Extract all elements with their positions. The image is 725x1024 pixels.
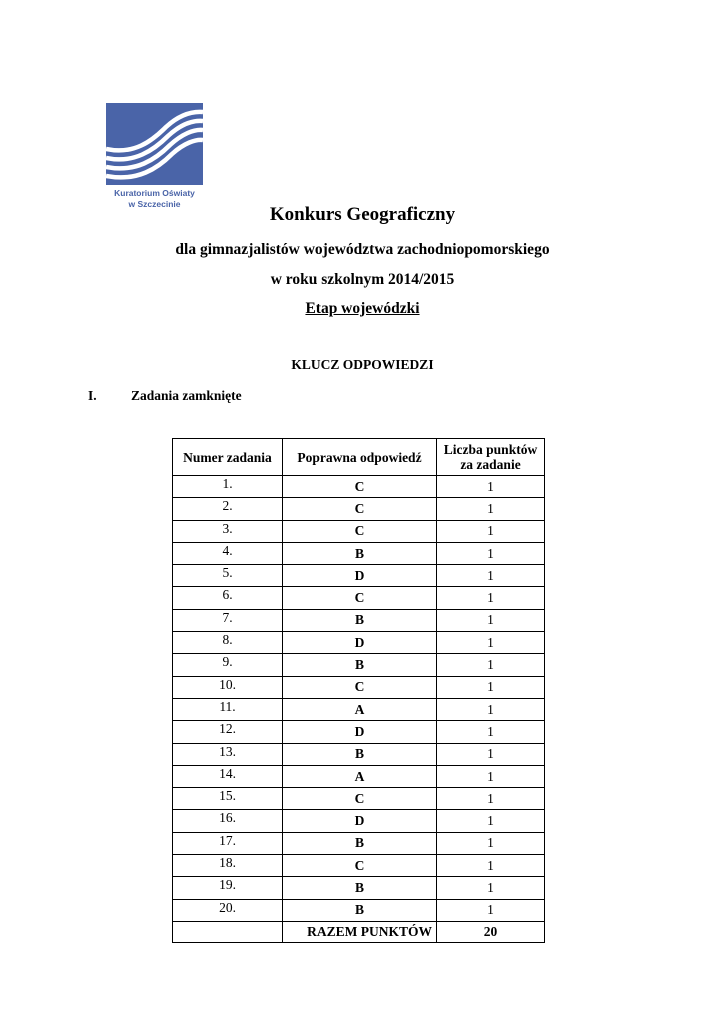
task-number-cell: 8. <box>173 632 283 654</box>
answer-cell: B <box>283 654 437 676</box>
points-cell: 1 <box>437 498 545 520</box>
answer-cell: C <box>283 498 437 520</box>
answer-cell: D <box>283 565 437 587</box>
document-title: Konkurs Geograficzny <box>269 204 456 225</box>
table-row <box>173 476 545 498</box>
table-row <box>173 765 545 787</box>
points-cell: 1 <box>437 476 545 498</box>
task-number-cell: 12. <box>173 721 283 743</box>
task-number-cell: 6. <box>173 587 283 609</box>
points-cell: 1 <box>437 810 545 832</box>
answer-cell: C <box>283 855 437 877</box>
total-row <box>173 921 545 942</box>
table-row <box>173 632 545 654</box>
task-number-cell: 2. <box>173 498 283 520</box>
answer-cell: D <box>283 721 437 743</box>
points-cell: 1 <box>437 743 545 765</box>
section-number: I. <box>88 388 97 403</box>
task-number-cell: 20. <box>173 899 283 921</box>
points-cell: 1 <box>437 520 545 542</box>
task-number-cell: 4. <box>173 542 283 564</box>
header-correct-answer: Poprawna odpowiedź <box>283 439 437 476</box>
task-number-cell: 18. <box>173 855 283 877</box>
task-number-cell: 10. <box>173 676 283 698</box>
table-row <box>173 899 545 921</box>
header-task-number: Numer zadania <box>173 439 283 476</box>
table-row <box>173 877 545 899</box>
waves-logo-icon <box>106 103 203 185</box>
table-row <box>173 832 545 854</box>
table-row <box>173 721 545 743</box>
section-title: Zadania zamknięte <box>131 388 242 403</box>
answer-cell: D <box>283 810 437 832</box>
points-cell: 1 <box>437 565 545 587</box>
table-row <box>173 676 545 698</box>
table-row <box>173 498 545 520</box>
logo-line-1: Kuratorium Oświaty <box>114 188 195 198</box>
header-points: Liczba punktów za zadanie <box>437 439 545 476</box>
points-cell: 1 <box>437 698 545 720</box>
points-cell: 1 <box>437 542 545 564</box>
points-cell: 1 <box>437 676 545 698</box>
task-number-cell: 13. <box>173 743 283 765</box>
answer-cell: B <box>283 743 437 765</box>
task-number-cell: 15. <box>173 788 283 810</box>
task-number-cell: 16. <box>173 810 283 832</box>
points-cell: 1 <box>437 721 545 743</box>
logo-line-2: w Szczecinie <box>128 199 181 209</box>
task-number-cell: 14. <box>173 765 283 787</box>
document-subtitle: dla gimnazjalistów województwa zachodniopomorskiego <box>175 241 550 258</box>
points-cell: 1 <box>437 855 545 877</box>
points-cell: 1 <box>437 788 545 810</box>
answer-cell: C <box>283 520 437 542</box>
table-row <box>173 609 545 631</box>
answer-key-table <box>172 438 545 943</box>
total-empty-cell <box>173 921 283 942</box>
table-row <box>173 542 545 564</box>
answer-cell: A <box>283 765 437 787</box>
answer-cell: B <box>283 899 437 921</box>
points-cell: 1 <box>437 899 545 921</box>
points-cell: 1 <box>437 609 545 631</box>
answer-cell: A <box>283 698 437 720</box>
answer-cell: C <box>283 587 437 609</box>
answer-cell: D <box>283 632 437 654</box>
table-row <box>173 565 545 587</box>
answer-key-heading: KLUCZ ODPOWIEDZI <box>291 357 434 372</box>
answer-cell: B <box>283 877 437 899</box>
task-number-cell: 17. <box>173 832 283 854</box>
table-row <box>173 587 545 609</box>
answer-cell: C <box>283 676 437 698</box>
competition-stage: Etap wojewódzki <box>305 300 420 317</box>
table-row <box>173 743 545 765</box>
points-cell: 1 <box>437 632 545 654</box>
points-cell: 1 <box>437 877 545 899</box>
points-cell: 1 <box>437 832 545 854</box>
task-number-cell: 7. <box>173 609 283 631</box>
kuratorium-logo <box>106 103 203 211</box>
school-year: w roku szkolnym 2014/2015 <box>270 271 455 288</box>
task-number-cell: 11. <box>173 698 283 720</box>
answer-cell: C <box>283 476 437 498</box>
task-number-cell: 19. <box>173 877 283 899</box>
points-cell: 1 <box>437 587 545 609</box>
table-row <box>173 654 545 676</box>
answer-cell: B <box>283 542 437 564</box>
task-number-cell: 3. <box>173 520 283 542</box>
task-number-cell: 1. <box>173 476 283 498</box>
total-value: 20 <box>437 921 545 942</box>
task-number-cell: 5. <box>173 565 283 587</box>
table-row <box>173 810 545 832</box>
total-label: RAZEM PUNKTÓW <box>283 921 437 942</box>
answer-cell: B <box>283 609 437 631</box>
answer-cell: C <box>283 788 437 810</box>
table-row <box>173 788 545 810</box>
table-header-row <box>173 439 545 476</box>
points-cell: 1 <box>437 765 545 787</box>
table-row <box>173 855 545 877</box>
table-row <box>173 698 545 720</box>
points-cell: 1 <box>437 654 545 676</box>
answer-cell: B <box>283 832 437 854</box>
task-number-cell: 9. <box>173 654 283 676</box>
table-row <box>173 520 545 542</box>
